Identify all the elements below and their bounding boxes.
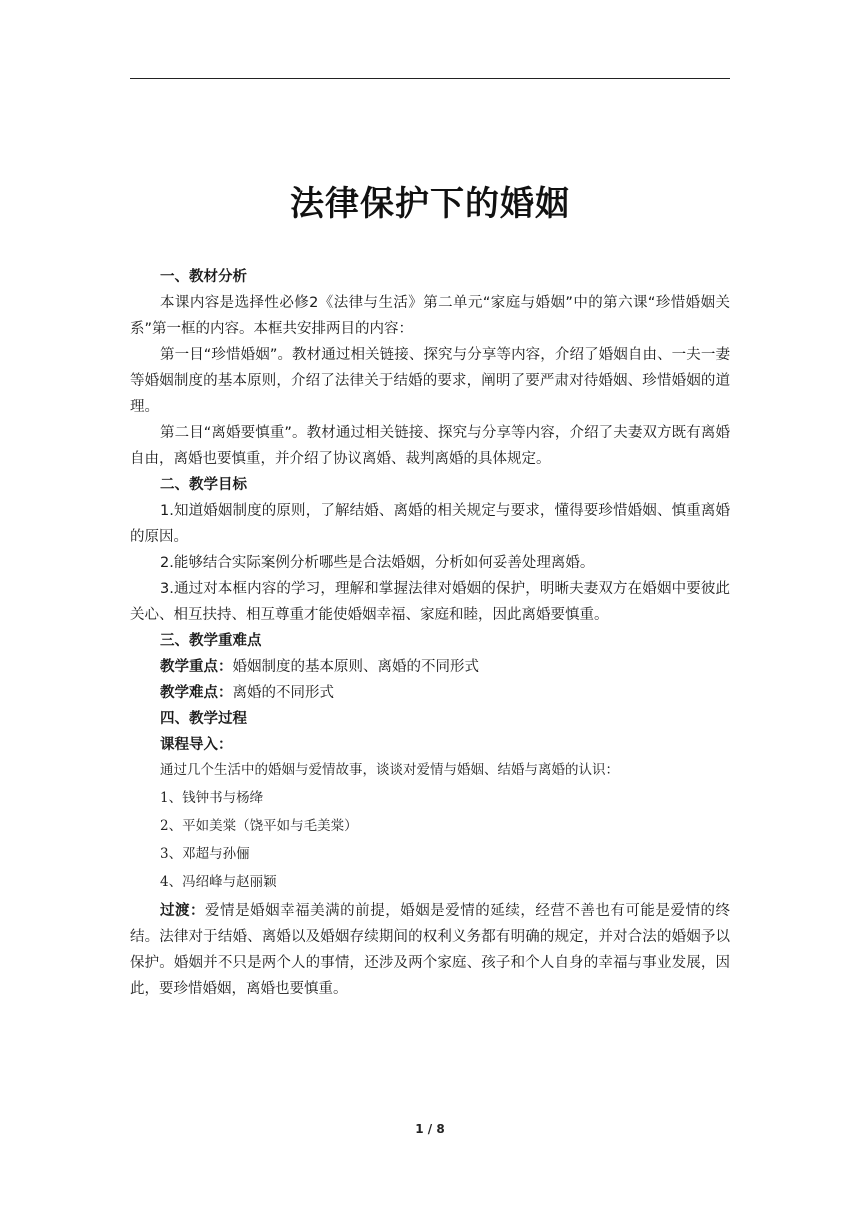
difficulty-line <box>130 680 730 706</box>
transition-label: 过渡： <box>160 903 206 919</box>
story-item: 3、邓超与孙俪 <box>160 846 250 862</box>
transition-text: 爱情是婚姻幸福美满的前提，婚姻是爱情的延续，经营不善也有可能是爱情的终结。法律对于结婚、离婚以及婚姻存续期间的权利义务都有明确的规定，并对合法的婚姻予以保护。婚姻并不只是两个人的事情，还涉及两个家庭、孩子和个人自身的幸福与事业发展，因此，要珍惜婚姻，离婚也要慎重。 <box>130 903 731 997</box>
paragraph: 第二目“离婚要慎重”。教材通过相关链接、探究与分享等内容，介绍了夫妻双方既有离婚自由，离婚也要慎重，并介绍了协议离婚、裁判离婚的具体规定。 <box>130 425 730 467</box>
page-indicator: 1 / 8 <box>415 1122 445 1136</box>
difficulty-label: 教学难点： <box>160 685 233 701</box>
story-item: 1、钱钟书与杨绛 <box>160 790 264 806</box>
intro-text: 通过几个生活中的婚姻与爱情故事，谈谈对爱情与婚姻、结婚与离婚的认识： <box>160 762 619 778</box>
goal-item: 3.通过对本框内容的学习，理解和掌握法律对婚姻的保护，明晰夫妻双方在婚姻中要彼此关心、相互扶持、相互尊重才能使婚姻幸福、家庭和睦，因此离婚要慎重。 <box>130 581 730 623</box>
difficulty-text: 离婚的不同形式 <box>232 685 334 701</box>
key-point-line <box>130 654 730 680</box>
goal-item: 1.知道婚姻制度的原则，了解结婚、离婚的相关规定与要求，懂得要珍惜婚姻、慎重离婚的原因。 <box>130 503 730 545</box>
section-heading-analysis: 一、教材分析 <box>160 269 247 285</box>
document-body <box>130 264 730 1002</box>
section-heading-key-points: 三、教学重难点 <box>160 633 262 649</box>
transition-paragraph <box>130 898 730 1002</box>
subheading-intro: 课程导入： <box>160 737 233 753</box>
document-title: 法律保护下的婚姻 <box>290 184 570 224</box>
key-point-text: 婚姻制度的基本原则、离婚的不同形式 <box>232 659 479 675</box>
header-rule <box>130 78 730 79</box>
key-point-label: 教学重点： <box>160 659 233 675</box>
section-heading-goals: 二、教学目标 <box>160 477 247 493</box>
paragraph: 第一目“珍惜婚姻”。教材通过相关链接、探究与分享等内容，介绍了婚姻自由、一夫一妻等婚姻制度的基本原则，介绍了法律关于结婚的要求，阐明了要严肃对待婚姻、珍惜婚姻的道理。 <box>130 347 730 415</box>
paragraph: 本课内容是选择性必修2《法律与生活》第二单元“家庭与婚姻”中的第六课“珍惜婚姻关系”第一框的内容。本框共安排两目的内容： <box>130 295 730 337</box>
story-item: 4、冯绍峰与赵丽颖 <box>160 874 277 890</box>
goal-item: 2.能够结合实际案例分析哪些是合法婚姻，分析如何妥善处理离婚。 <box>160 555 595 571</box>
section-heading-process: 四、教学过程 <box>160 711 247 727</box>
story-item: 2、平如美棠（饶平如与毛美棠） <box>160 818 358 834</box>
